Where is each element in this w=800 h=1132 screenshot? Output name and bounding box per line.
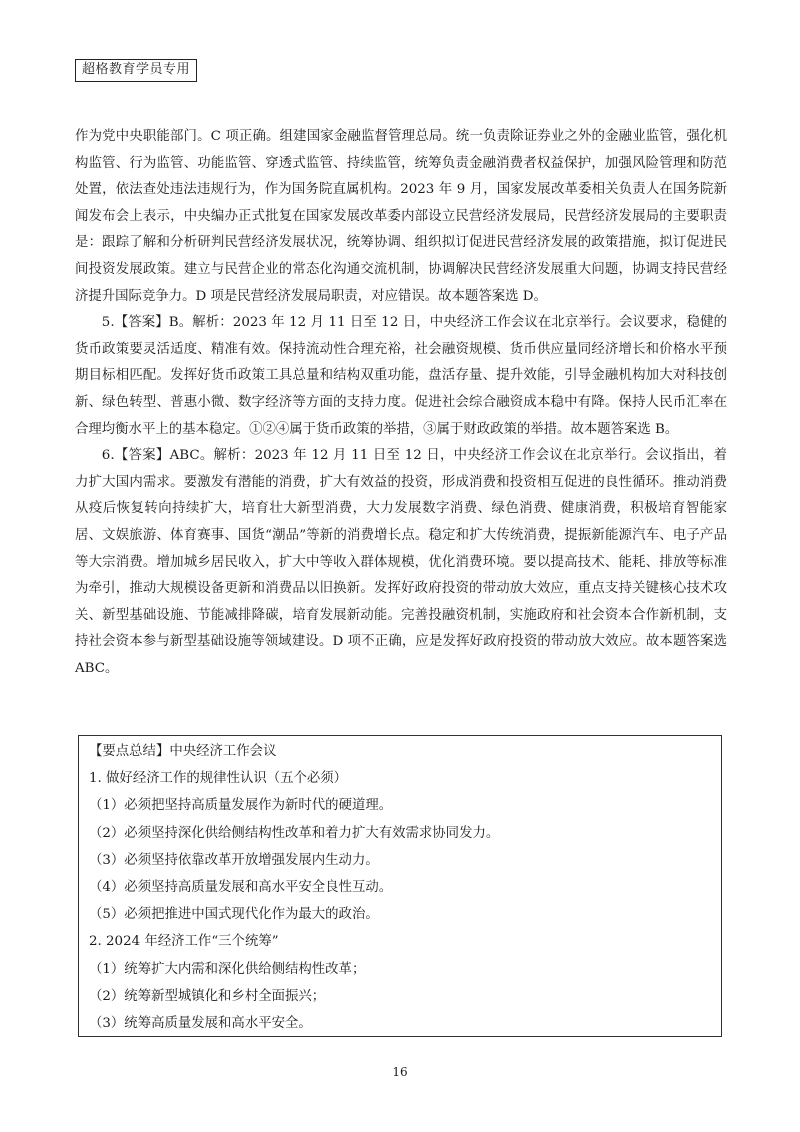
summary-section1-item: （5）必须把推进中国式现代化作为最大的政治。 [89,907,379,923]
paragraph-answer-5: 5.【答案】B。解析：2023 年 12 月 11 日至 12 日，中央经济工作会议在北京举行。会议要求，稳健的货币政策要灵活适度、精准有效。保持流动性合理充裕，社会融资规模、货币供应量同经济增长和价格水平预期目标相匹配。发挥好货币政策工具总量和结构双重功能，盘活存量、提升效能，引导金融机构加大对科技创新、绿色转型、普惠小微、数字经济等方面的支持力度。促进社会综合融资成本稳中有降。保持人民币汇率在合理均衡水平上的基本稳定。①②④属于货币政策的举措，③属于财政政策的举措。故本题答案选 B。 [75,315,727,437]
summary-section1-item: （2）必须坚持深化供给侧结构性改革和着力扩大有效需求协同发力。 [89,825,500,841]
main-content [75,124,727,682]
summary-section2-item: （1）统筹扩大内需和深化供给侧结构性改革； [89,961,366,977]
paragraph-continuation: 作为党中央职能部门。C 项正确。组建国家金融监督管理总局。统一负责除证券业之外的金融业监管，强化机构监管、行为监管、功能监管、穿透式监管、持续监管，统筹负责金融消费者权益保护，加强风险管理和防范处置，依法查处违法违规行为，作为国务院直属机构。2023 年 9 月，国家发展改革委相关负责人在国务院新闻发布会上表示，中央编办正式批复在国家发展改革委内部设立民营经济发展局，民营经济发展局的主要职责是：跟踪了解和分析研判民营经济发展状况，统筹协调、组织拟订促进民营经济发展的政策措施，拟订促进民间投资发展政策。建立与民营企业的常态化沟通交流机制，协调解决民营经济发展重大问题，协调支持民营经济提升国际竞争力。D 项是民营经济发展局职责，对应错误。故本题答案选 D。 [75,129,727,304]
summary-section2-item: （2）统筹新型城镇化和乡村全面振兴； [89,988,326,1004]
summary-section2-item: （3）统筹高质量发展和高水平安全。 [89,1016,312,1032]
summary-section1-title: 1. 做好经济工作的规律性认识（五个必须） [89,771,348,787]
summary-title: 【要点总结】中央经济工作会议 [89,744,277,759]
page-number: 16 [392,1065,408,1079]
paragraph-answer-6: 6.【答案】ABC。解析：2023 年 12 月 11 日至 12 日，中央经济工作会议在北京举行。会议指出，着力扩大国内需求。要激发有潜能的消费，扩大有效益的投资，形成消费和投资相互促进的良性循环。推动消费从疫后恢复转向持续扩大，培育壮大新型消费，大力发展数字消费、绿色消费、健康消费，积极培育智能家居、文娱旅游、体育赛事、国货“潮品”等新的消费增长点。稳定和扩大传统消费，提振新能源汽车、电子产品等大宗消费。增加城乡居民收入，扩大中等收入群体规模，优化消费环境。要以提高技术、能耗、排放等标准为牵引，推动大规模设备更新和消费品以旧换新。发挥好政府投资的带动放大效应，重点支持关键核心技术攻关、新型基础设施、节能减排降碳，培育发展新动能。完善投融资机制，实施政府和社会资本合作新机制，支持社会资本参与新型基础设施等领域建设。D 项不正确，应是发挥好政府投资的带动放大效应。故本题答案选 ABC。 [75,448,727,676]
header-label: 超格教育学员专用 [75,59,197,82]
summary-section1-item: （3）必须坚持依靠改革开放增强发展内生动力。 [89,852,379,868]
summary-section1-item: （4）必须坚持高质量发展和高水平安全良性互动。 [89,880,393,896]
summary-section2-title: 2. 2024 年经济工作“三个统筹” [89,934,279,950]
summary-box [78,735,722,1037]
summary-section1-item: （1）必须把坚持高质量发展作为新时代的硬道理。 [89,798,393,814]
